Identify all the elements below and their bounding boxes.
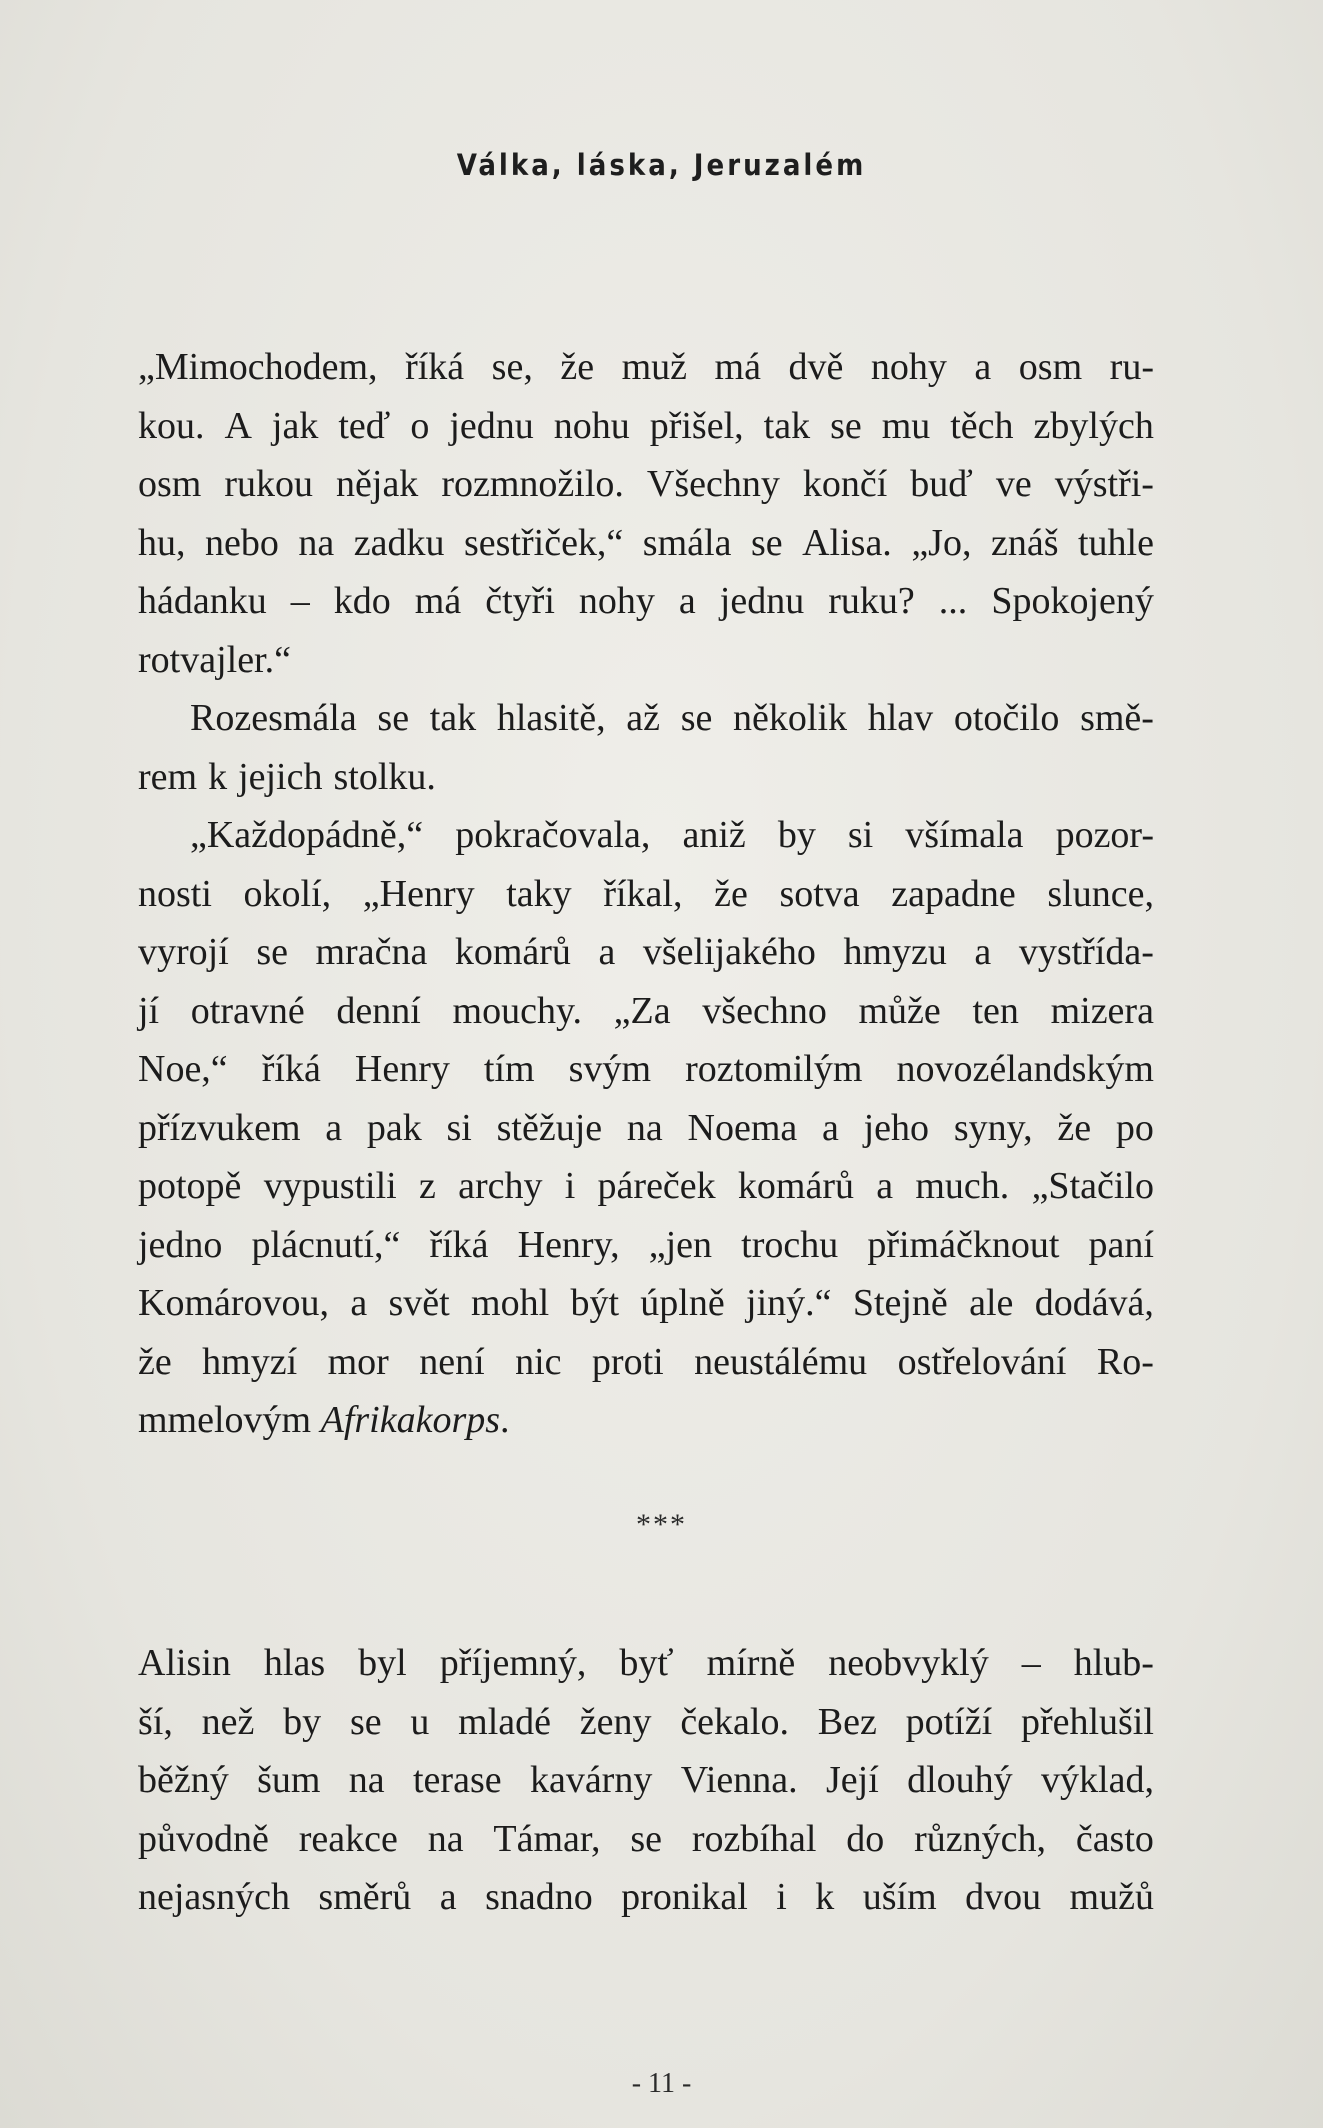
word: vystřída-	[1018, 931, 1154, 973]
word: mračna	[315, 931, 428, 973]
word: nohy	[870, 346, 947, 388]
word: nebo	[205, 521, 279, 564]
word: otravné	[190, 989, 305, 1032]
word: Támar,	[493, 1817, 601, 1860]
word: příjemný,	[439, 1642, 587, 1684]
word: jak	[271, 404, 319, 447]
word: jeho	[863, 1106, 930, 1149]
text-fragment: mmelovým	[138, 1399, 321, 1441]
text-line	[138, 806, 1154, 865]
word: být	[570, 1282, 619, 1324]
word: dvou	[965, 1876, 1042, 1918]
word: čekalo.	[680, 1700, 789, 1743]
word: se	[256, 931, 288, 973]
word: ...	[938, 580, 968, 622]
word: Její	[825, 1759, 879, 1801]
word: hu,	[138, 521, 186, 564]
text-line	[138, 338, 1154, 397]
word: po	[1115, 1106, 1154, 1149]
word: Komárovou,	[138, 1282, 330, 1324]
word: muž	[621, 346, 688, 388]
word: čtyři	[485, 580, 555, 622]
word: o	[410, 404, 430, 447]
word: terase	[413, 1759, 502, 1801]
text-line-last	[138, 1391, 1154, 1450]
word: tak	[763, 404, 811, 447]
word: rotvajler.“	[138, 638, 291, 681]
text-line	[138, 572, 1154, 631]
word: říká	[261, 1048, 321, 1090]
word: zbylých	[1033, 404, 1154, 447]
word: všímala	[905, 814, 1024, 856]
word: není	[419, 1340, 485, 1383]
text-line	[138, 982, 1154, 1041]
text-line	[138, 689, 1154, 748]
word: Stejně	[852, 1282, 948, 1324]
text-line	[138, 1216, 1154, 1275]
word: hlasitě,	[496, 697, 606, 739]
word: jedno	[138, 1223, 223, 1266]
word: a	[598, 931, 616, 973]
word: že	[138, 1340, 172, 1383]
text-line	[138, 1751, 1154, 1810]
word: několik	[733, 697, 848, 739]
word: tuhle	[1078, 521, 1154, 564]
word: dlouhý	[907, 1759, 1013, 1801]
word: nohy	[578, 580, 655, 622]
word: mizera	[1050, 989, 1154, 1032]
text-line	[138, 1634, 1154, 1693]
word: mužů	[1069, 1876, 1154, 1918]
word: Ro-	[1096, 1340, 1154, 1383]
text-line	[138, 631, 1154, 690]
word: končí	[802, 463, 888, 505]
word: „Henry	[362, 872, 475, 915]
word: Alisin	[138, 1642, 231, 1684]
word: a	[350, 1282, 368, 1324]
word: přehlušil	[1020, 1700, 1154, 1743]
word: Noema	[687, 1106, 798, 1149]
word: smě-	[1080, 697, 1154, 739]
word: denní	[336, 989, 421, 1032]
word: mírně	[706, 1642, 796, 1684]
word: plácnutí,“	[251, 1223, 401, 1266]
word: Rozesmála	[190, 697, 357, 739]
word: nejasných	[138, 1876, 290, 1918]
text-line	[138, 1868, 1154, 1927]
word: Henry,	[517, 1223, 620, 1266]
word: se	[750, 521, 783, 564]
text-line	[138, 748, 1154, 807]
word: svým	[568, 1048, 652, 1090]
word: snadno	[485, 1876, 593, 1918]
word: říká	[429, 1223, 489, 1266]
word: archy	[458, 1165, 543, 1207]
word: –	[1021, 1642, 1041, 1684]
word: osm	[138, 463, 202, 505]
word: „jen	[648, 1223, 713, 1266]
text-line	[138, 1333, 1154, 1392]
word: přízvukem	[138, 1106, 301, 1149]
word: zadku	[353, 521, 445, 564]
word: ostřelování	[897, 1340, 1067, 1383]
word: rozbíhal	[691, 1817, 817, 1860]
text-fragment: .	[500, 1399, 510, 1441]
word: neustálému	[694, 1340, 868, 1383]
main-text-block	[138, 338, 1154, 1450]
word: reakce	[298, 1817, 398, 1860]
word: hádanku	[138, 580, 267, 622]
word: i	[776, 1876, 787, 1918]
word: a	[974, 931, 992, 973]
italic-title: Afrikakorps	[320, 1399, 501, 1441]
word: nějak	[336, 463, 419, 505]
word: má	[414, 580, 462, 622]
word: a	[822, 1106, 839, 1149]
word: kou.	[138, 404, 205, 447]
word: se	[830, 404, 862, 447]
word: a	[876, 1165, 894, 1207]
word: že	[714, 872, 748, 915]
word: novozélandským	[896, 1048, 1154, 1090]
word: na	[348, 1759, 385, 1801]
word: sotva	[779, 872, 860, 915]
word: k	[815, 1876, 835, 1918]
word: říkal,	[603, 872, 683, 915]
word: že	[1057, 1106, 1092, 1149]
word: mladé	[458, 1700, 552, 1743]
page-number: - 11 -	[631, 2068, 692, 2099]
word: často	[1075, 1817, 1154, 1860]
word: ženy	[579, 1700, 652, 1743]
word: těch	[950, 404, 1014, 447]
text-line	[138, 1157, 1154, 1216]
word: na	[626, 1106, 663, 1149]
word: ten	[972, 989, 1019, 1032]
word: všelijakého	[642, 931, 816, 973]
word: na	[427, 1817, 464, 1860]
word: paní	[1088, 1223, 1154, 1266]
word: jí	[138, 989, 160, 1032]
secondary-text-block	[138, 1634, 1154, 1927]
section-break-asterisks: ***	[636, 1508, 687, 1541]
word: svět	[388, 1282, 450, 1324]
word: pronikal	[621, 1876, 748, 1918]
word: Alisa.	[802, 521, 892, 564]
word: smála	[642, 521, 732, 564]
word: se	[377, 697, 410, 739]
word: nic	[515, 1340, 562, 1383]
text-line	[138, 1693, 1154, 1752]
word: stolku.	[333, 755, 436, 798]
word: „Za	[613, 989, 671, 1032]
word: ve	[995, 463, 1032, 505]
text-line	[138, 397, 1154, 456]
word: okolí,	[243, 872, 332, 915]
word: že	[560, 346, 595, 388]
word: dodává,	[1034, 1282, 1154, 1324]
word: potíží	[905, 1700, 993, 1743]
word: by	[777, 814, 816, 856]
word: much.	[915, 1165, 1010, 1207]
word: ruku?	[828, 580, 915, 622]
text-line	[138, 1810, 1154, 1869]
word: rukou	[224, 463, 314, 505]
word: buď	[910, 463, 973, 505]
word: Henry	[354, 1048, 450, 1090]
running-head: Válka, láska, Jeruzalém	[456, 148, 867, 182]
word: otočilo	[953, 697, 1060, 739]
word: páreček	[597, 1165, 716, 1207]
word: pokračovala,	[455, 814, 651, 856]
word: běžný	[138, 1759, 229, 1801]
word: než	[201, 1700, 255, 1743]
word: nohu	[553, 404, 630, 447]
text-line	[138, 1274, 1154, 1333]
word: tak	[429, 697, 477, 739]
word: osm	[1018, 346, 1083, 388]
word: jiný.“	[746, 1282, 832, 1324]
word: a	[678, 580, 696, 622]
word: mohl	[471, 1282, 550, 1324]
word: rem	[138, 755, 198, 798]
word: kavárny	[529, 1759, 653, 1801]
word: se,	[491, 346, 533, 388]
word: komárů	[454, 931, 571, 973]
word: hmyzí	[202, 1340, 298, 1383]
text-line	[138, 865, 1154, 924]
word: různých,	[914, 1817, 1046, 1860]
word: neobvyklý	[828, 1642, 989, 1684]
word: šum	[257, 1759, 321, 1801]
word: syny,	[953, 1106, 1033, 1149]
word: si	[446, 1106, 472, 1149]
word: k	[208, 755, 228, 798]
word: hmyzu	[843, 931, 947, 973]
word: původně	[138, 1817, 269, 1860]
text-line	[138, 514, 1154, 573]
word: mor	[327, 1340, 389, 1383]
word: „Každopádně,“	[190, 814, 424, 856]
word: jednu	[449, 404, 534, 447]
word: Bez	[817, 1700, 877, 1743]
word: pozor-	[1055, 814, 1154, 856]
word: znáš	[990, 521, 1059, 564]
word: „Mimochodem,	[138, 346, 378, 388]
word: u	[410, 1700, 430, 1743]
word: tím	[483, 1048, 535, 1090]
word: ale	[969, 1282, 1014, 1324]
word: a	[325, 1106, 343, 1149]
word: –	[290, 580, 310, 622]
text-line	[138, 923, 1154, 982]
word: přimáčknout	[867, 1223, 1060, 1266]
word: trochu	[741, 1223, 839, 1266]
word: „Jo,	[911, 521, 972, 564]
word: dvě	[788, 346, 844, 388]
word: roztomilým	[685, 1048, 863, 1090]
word: říká	[405, 346, 465, 388]
word: i	[564, 1165, 576, 1207]
word: byl	[358, 1642, 407, 1684]
word: pak	[366, 1106, 422, 1149]
word: mouchy.	[452, 989, 582, 1032]
word: teď	[338, 404, 391, 447]
word: aniž	[682, 814, 746, 856]
word: sestřiček,“	[463, 521, 624, 564]
word: Vienna.	[680, 1759, 798, 1801]
word: ší,	[138, 1700, 173, 1743]
word: vyrojí	[138, 931, 229, 973]
word: jejich	[238, 755, 323, 798]
word: všechno	[702, 989, 827, 1032]
text-line	[138, 1040, 1154, 1099]
word: Noe,“	[138, 1048, 228, 1090]
word: Všechny	[646, 463, 780, 505]
word: uším	[862, 1876, 937, 1918]
word: proti	[591, 1340, 664, 1383]
word: stěžuje	[496, 1106, 603, 1149]
word: do	[846, 1817, 885, 1860]
word: jednu	[719, 580, 805, 622]
word: hlav	[867, 697, 934, 739]
word: výstři-	[1054, 463, 1154, 505]
word: se	[349, 1700, 382, 1743]
text-line	[138, 455, 1154, 514]
word: Spokojený	[991, 580, 1154, 622]
word: a	[974, 346, 992, 388]
word: kdo	[333, 580, 391, 622]
word: mu	[881, 404, 931, 447]
word: hlub-	[1073, 1642, 1154, 1684]
word: vypustili	[263, 1165, 397, 1207]
word: a	[439, 1876, 457, 1918]
word: hlas	[263, 1642, 326, 1684]
word: potopě	[138, 1165, 242, 1207]
word: byť	[619, 1642, 674, 1684]
word: z	[418, 1165, 436, 1207]
word: směrů	[318, 1876, 412, 1918]
text-line	[138, 1099, 1154, 1158]
word: A	[224, 404, 252, 447]
word: až	[626, 697, 660, 739]
word: by	[283, 1700, 322, 1743]
word: nosti	[138, 872, 212, 915]
word: se	[680, 697, 713, 739]
word: zapadne	[891, 872, 1016, 915]
word: úplně	[640, 1282, 725, 1324]
word: přišel,	[649, 404, 744, 447]
word: si	[847, 814, 874, 856]
word: má	[714, 346, 761, 388]
word: se	[630, 1817, 663, 1860]
word: může	[858, 989, 941, 1032]
word: výklad,	[1041, 1759, 1154, 1801]
word: „Stačilo	[1031, 1165, 1154, 1207]
word: rozmnožilo.	[441, 463, 624, 505]
word: ru-	[1109, 346, 1154, 388]
word: taky	[506, 872, 572, 915]
word: slunce,	[1047, 872, 1154, 915]
word: komárů	[737, 1165, 854, 1207]
word: na	[298, 521, 335, 564]
